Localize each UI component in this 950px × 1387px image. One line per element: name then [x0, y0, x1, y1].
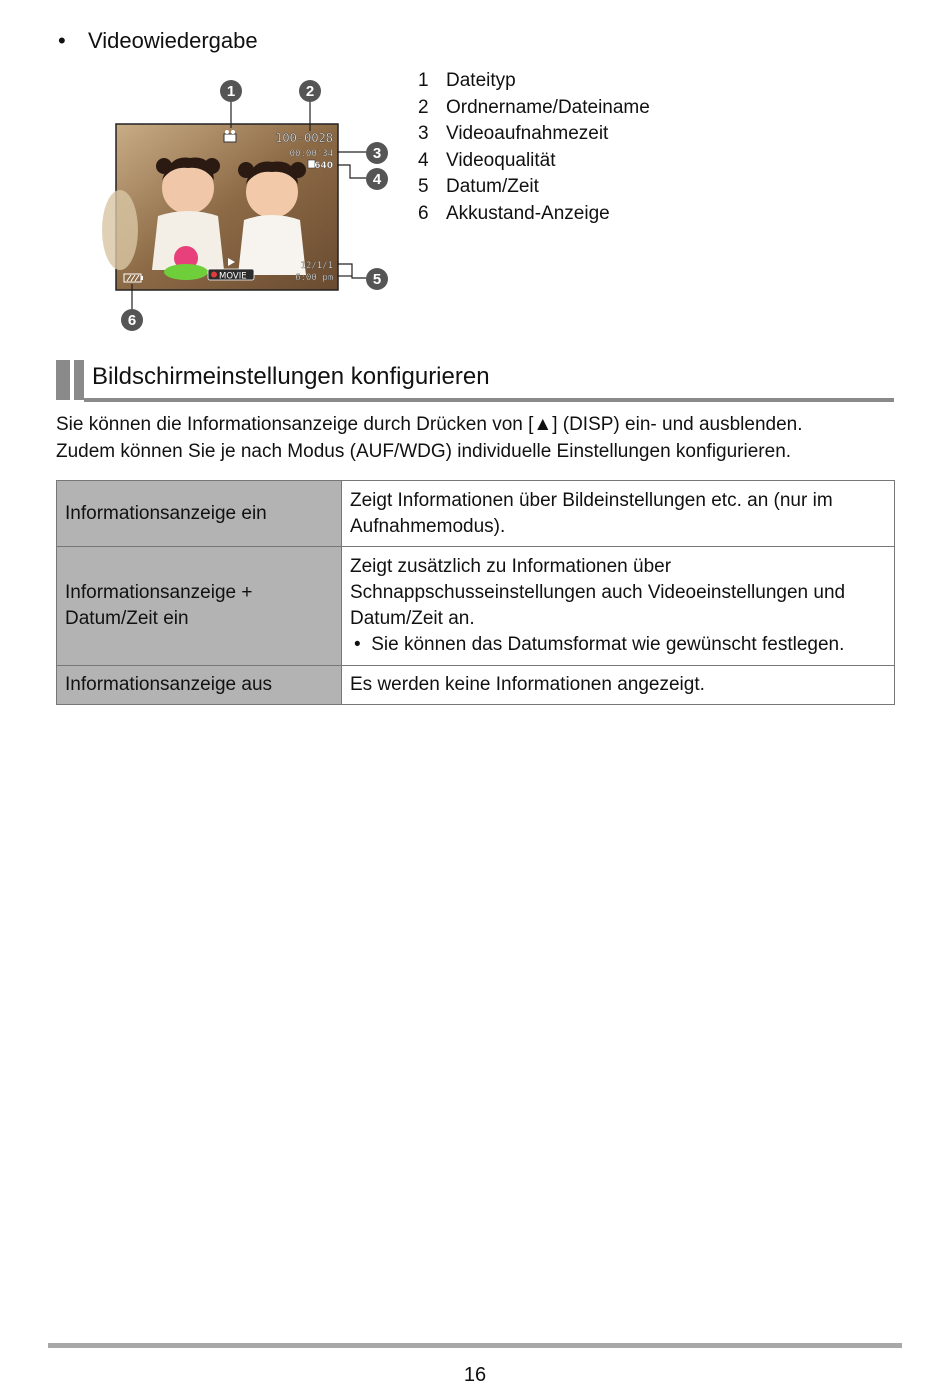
legend-label: Videoqualität — [446, 149, 556, 171]
table-value-text: Es werden keine Informationen angezeigt. — [350, 674, 705, 695]
section-intro — [56, 411, 896, 465]
legend-item — [418, 68, 650, 95]
section-heading — [56, 358, 894, 402]
table-note-text: Sie können das Datumsformat wie gewünscht festlegen. — [371, 634, 845, 655]
page-number: 16 — [463, 1364, 487, 1386]
legend-item — [418, 148, 650, 175]
legend-label: Datum/Zeit — [446, 176, 539, 197]
section-bullet — [58, 28, 258, 54]
legend-label: Dateityp — [446, 70, 516, 91]
legend-item — [418, 95, 650, 122]
table-value-text: Zeigt Informationen über Bildeinstellungen etc. an (nur im Aufnahmemodus). — [350, 489, 833, 537]
heading-underline — [84, 398, 894, 402]
callout-6: 6 — [121, 309, 143, 331]
intro-line-2: Zudem können Sie je nach Modus (AUF/WDG) individuelle Einstellungen konfigurieren. — [56, 441, 792, 462]
table-key: Informationsanzeige + Datum/Zeit ein — [57, 547, 342, 666]
table-row — [57, 547, 895, 666]
camera-screen-illustration — [100, 70, 400, 340]
callout-4: 4 — [366, 168, 388, 190]
table-key: Informationsanzeige aus — [57, 666, 342, 705]
intro-line-1: Sie können die Informationsanzeige durch Drücken von [▲] (DISP) ein- und ausblenden. — [56, 414, 803, 435]
callout-2: 2 — [299, 80, 321, 102]
table-key: Informationsanzeige ein — [57, 481, 342, 547]
callout-1: 1 — [220, 80, 242, 102]
legend-label: Ordnername/Dateiname — [446, 96, 650, 118]
table-value-text: Zeigt zusätzlich zu Informationen über Schnappschusseinstellungen auch Videoeinstellungen und Datum/Zeit an. — [350, 556, 846, 629]
heading-marker — [56, 360, 70, 400]
time-readout: 6:00 pm — [295, 273, 333, 283]
legend-num: 3 — [418, 123, 429, 144]
legend-label: Akkustand-Anzeige — [446, 202, 610, 224]
table-note: • Sie können das Datumsformat wie gewünscht festlegen. — [354, 634, 845, 655]
date-readout: 12/1/1 — [300, 261, 333, 271]
bullet-symbol: • — [58, 28, 66, 53]
legend-num: 6 — [418, 202, 429, 224]
callout-3: 3 — [366, 142, 388, 164]
legend-num: 1 — [418, 70, 429, 91]
callout-5: 5 — [366, 268, 388, 290]
bullet-text: Videowiedergabe — [88, 28, 258, 53]
rec-time-readout: 00:00'34 — [289, 149, 333, 159]
callout-legend — [418, 68, 650, 227]
footer-rule — [48, 1343, 902, 1348]
table-value — [342, 481, 895, 547]
table-row — [57, 481, 895, 547]
table-value — [342, 547, 895, 666]
table-row — [57, 666, 895, 705]
heading-marker — [74, 360, 84, 400]
folder-file-readout: 100-0028 — [275, 131, 333, 145]
legend-item — [418, 121, 650, 148]
camera-screen-figure — [100, 70, 400, 340]
legend-num: 2 — [418, 96, 429, 118]
legend-item — [418, 174, 650, 201]
quality-readout: 640 — [314, 161, 333, 171]
legend-item — [418, 201, 650, 228]
legend-num: 4 — [418, 149, 429, 171]
movie-file-type-icon — [224, 134, 236, 142]
table-value — [342, 666, 895, 705]
movie-badge-label: MOVIE — [219, 271, 247, 282]
legend-label: Videoaufnahmezeit — [446, 123, 609, 144]
legend-num: 5 — [418, 176, 429, 197]
settings-table — [56, 480, 895, 705]
section-title: Bildschirmeinstellungen konfigurieren — [92, 363, 490, 390]
